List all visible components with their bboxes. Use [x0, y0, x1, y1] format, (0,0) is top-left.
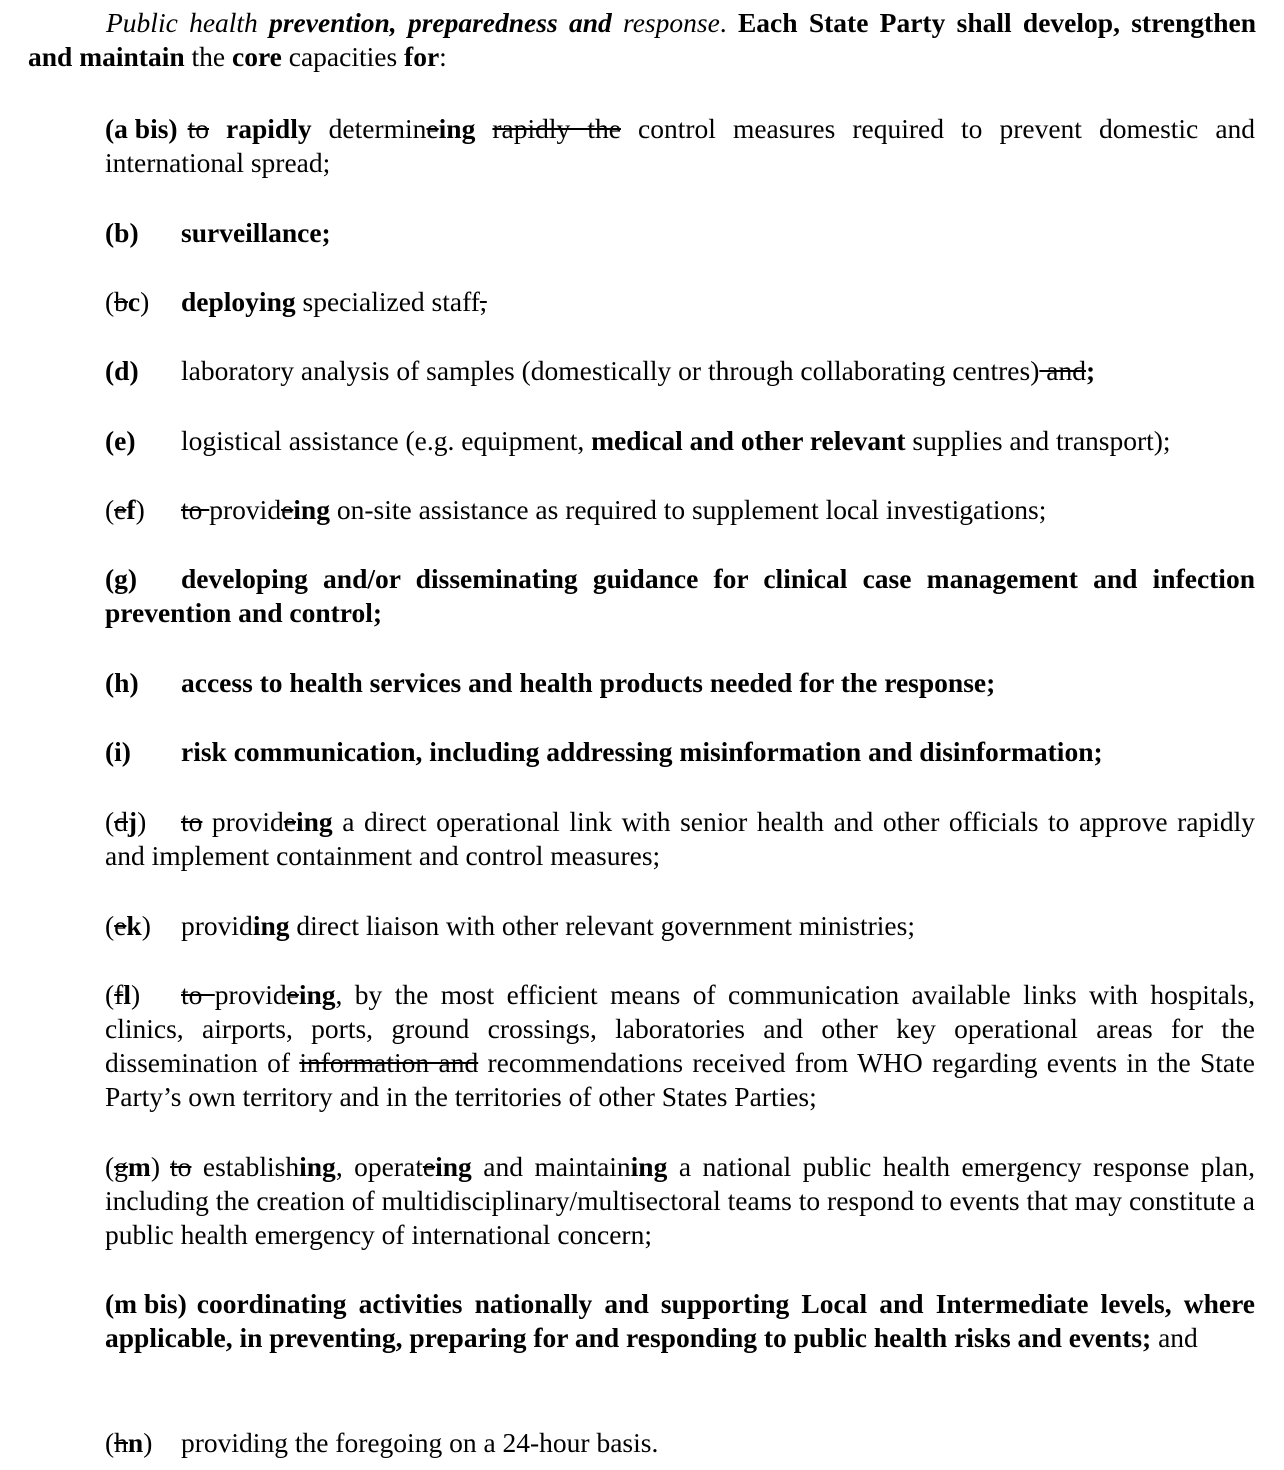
label-segment: ( [105, 286, 115, 317]
inserted-text: developing and/or disseminating guidance for clinical case management and infection prevention and control; [105, 563, 1255, 628]
inserted-text: (e) [105, 425, 136, 456]
body-segment: supplies and transport); [905, 425, 1171, 456]
inserted-text: ing [295, 806, 333, 837]
item-body [181, 667, 995, 698]
body-segment: on-site assistance as required to supplement local investigations; [329, 494, 1047, 525]
list-item-d [105, 354, 1255, 388]
item-body [181, 217, 331, 248]
item-body [181, 355, 1095, 386]
item-body [105, 979, 1255, 1112]
body-segment: recommendations received from WHO regarding events in the State Party’s own territory and in the territories of other States Parties; [105, 1047, 1255, 1112]
list-item-c [105, 285, 1255, 319]
inserted-text: ing [298, 979, 336, 1010]
item-body [105, 1288, 1255, 1353]
inserted-text: (h) [105, 667, 139, 698]
inserted-text: (a bis) [105, 113, 178, 144]
deleted-text: , [479, 286, 487, 317]
deleted-text: e [286, 979, 299, 1010]
body-segment: provid [202, 806, 284, 837]
deleted-text: information and [299, 1047, 479, 1078]
inserted-text: ing [293, 494, 330, 525]
inserted-text: m [127, 1151, 151, 1182]
item-label [105, 562, 181, 596]
inserted-text: ing [299, 1151, 336, 1182]
deleted-text: g [114, 1151, 128, 1182]
inserted-text: n [127, 1427, 144, 1458]
item-label [105, 1426, 181, 1460]
body-segment: control measures required to prevent domestic and international spread; [105, 113, 1256, 178]
body-segment: logistical assistance (e.g. equipment, [181, 425, 592, 456]
intro-segment: : [439, 41, 447, 72]
item-label [105, 493, 181, 527]
item-label [105, 805, 181, 839]
inserted-text: (g) [105, 563, 138, 594]
item-label [105, 1150, 160, 1184]
deleted-text: e [283, 806, 296, 837]
label-segment: ) [150, 1151, 161, 1182]
intro-segment: capacities [281, 41, 405, 72]
inserted-text: k [126, 910, 142, 941]
inserted-text: l [123, 979, 131, 1010]
inserted-text: core [232, 41, 282, 72]
inserted-text: surveillance; [181, 217, 331, 248]
item-label [105, 666, 181, 700]
deleted-text: e [114, 910, 127, 941]
deleted-text: to [181, 979, 215, 1010]
list-item-a-bis [105, 112, 1255, 180]
list-item-j [105, 805, 1255, 873]
intro-paragraph [28, 6, 1256, 74]
body-segment [209, 113, 226, 144]
deleted-text: rapidly the [492, 113, 621, 144]
inserted-text: access to health services and health products needed for the response; [181, 667, 996, 698]
item-body [105, 113, 1255, 178]
deleted-text: to [187, 113, 209, 144]
item-body [181, 736, 1103, 767]
inserted-text: risk communication, including addressing misinformation and disinformation; [181, 736, 1103, 767]
intro-segment: Public health [106, 7, 270, 38]
item-body [181, 425, 1171, 456]
label-segment: ( [105, 979, 115, 1010]
list-item-m-bis [105, 1287, 1255, 1355]
list-item-b [105, 216, 1255, 250]
list-item-k [105, 909, 1255, 943]
deleted-text: to [181, 806, 203, 837]
deleted-text: e [114, 494, 127, 525]
list-item-l [105, 978, 1255, 1114]
label-segment: ( [105, 910, 115, 941]
item-label [105, 112, 178, 146]
body-segment: direct liaison with other relevant government ministries; [289, 910, 915, 941]
label-segment: ( [105, 806, 115, 837]
item-label [105, 978, 181, 1012]
intro-segment: . [719, 7, 738, 38]
inserted-text: (d) [105, 355, 139, 386]
body-segment: specialized staff [295, 286, 480, 317]
label-segment: ( [105, 1151, 115, 1182]
inserted-text: coordinating activities nationally and supporting Local and Intermediate levels, where applicable, in preventing, preparing for and responding to public health risks and events; [105, 1288, 1255, 1353]
body-segment: a national public health emergency response plan, including the creation of multidisciplinary/multisectoral teams to respond to events that may constitute a public health emergency of international concern; [105, 1151, 1255, 1250]
item-label [105, 735, 181, 769]
inserted-text: prevention, preparedness and [269, 7, 612, 38]
deleted-text: e [426, 113, 439, 144]
item-label [105, 909, 181, 943]
intro-segment: response [611, 7, 720, 38]
inserted-text: rapidly [226, 113, 312, 144]
label-segment: ) [137, 806, 147, 837]
inserted-text: (b) [105, 217, 139, 248]
body-segment: , operat [335, 1151, 423, 1182]
inserted-text: deploying [181, 286, 296, 317]
intro-segment: t [184, 41, 200, 72]
body-segment: provid [181, 910, 253, 941]
inserted-text: for [404, 41, 440, 72]
deleted-text: b [114, 286, 128, 317]
intro-text [28, 7, 1256, 72]
list-item-m [105, 1150, 1255, 1252]
item-body [105, 563, 1255, 628]
item-body [181, 1427, 658, 1458]
label-segment: ( [105, 1427, 115, 1458]
label-segment: ( [105, 494, 115, 525]
inserted-text: ing [630, 1151, 668, 1182]
label-segment: ) [135, 494, 145, 525]
body-segment: , by the most efficient means of communication available links with hospitals, clinics, airports, ports, ground crossings, laboratories and other key operational areas for the dissemination of [105, 979, 1255, 1078]
list-item-f [105, 493, 1255, 527]
item-body [105, 806, 1255, 871]
body-segment: determin [311, 113, 427, 144]
list-item-h [105, 666, 1255, 700]
label-segment: ) [143, 1427, 153, 1458]
deleted-text: and [1039, 355, 1086, 386]
deleted-text: d [114, 806, 128, 837]
label-segment: ) [130, 979, 141, 1010]
label-segment: ) [140, 286, 150, 317]
list-item-e [105, 424, 1255, 458]
inserted-text: f [126, 494, 136, 525]
body-segment: provid [214, 979, 287, 1010]
body-segment: providing the foregoing on a 24-hour basis. [181, 1427, 659, 1458]
list-item-n [105, 1426, 1255, 1460]
body-segment: and maintain [471, 1151, 631, 1182]
list-item-i [105, 735, 1255, 769]
body-segment: provid [209, 494, 282, 525]
item-body [105, 1151, 1255, 1250]
body-segment: establish [191, 1151, 300, 1182]
deleted-text: f [114, 979, 124, 1010]
inserted-text: Each State Party shall develop, strengthen and maintain [28, 7, 1257, 72]
body-segment: and [1151, 1322, 1198, 1353]
item-body [181, 494, 1046, 525]
inserted-text: (m bis) [105, 1288, 187, 1319]
intro-segment: he [199, 41, 233, 72]
body-segment: laboratory analysis of samples (domestically or through collaborating centres) [181, 355, 1040, 386]
item-label [105, 285, 181, 319]
inserted-text: ; [1085, 355, 1096, 386]
body-segment [475, 113, 492, 144]
inserted-text: medical and other relevant [591, 425, 906, 456]
item-label [105, 424, 181, 458]
item-body [181, 286, 487, 317]
inserted-text: ing [435, 1151, 472, 1182]
inserted-text: ing [252, 910, 290, 941]
deleted-text: e [422, 1151, 436, 1182]
list-item-g [105, 562, 1255, 630]
deleted-text: e [281, 494, 294, 525]
item-label [105, 354, 181, 388]
inserted-text: c [127, 286, 141, 317]
item-label [105, 1287, 187, 1321]
inserted-text: ing [438, 113, 476, 144]
item-body [181, 910, 915, 941]
inserted-text: (i) [105, 736, 131, 767]
inserted-text: j [127, 806, 138, 837]
deleted-text: to [170, 1151, 192, 1182]
item-label [105, 216, 181, 250]
body-segment: a direct operational link with senior health and other officials to approve rapidly and implement containment and control measures; [105, 806, 1255, 871]
deleted-text: to [181, 494, 210, 525]
deleted-text: h [114, 1427, 128, 1458]
label-segment: ) [141, 910, 151, 941]
